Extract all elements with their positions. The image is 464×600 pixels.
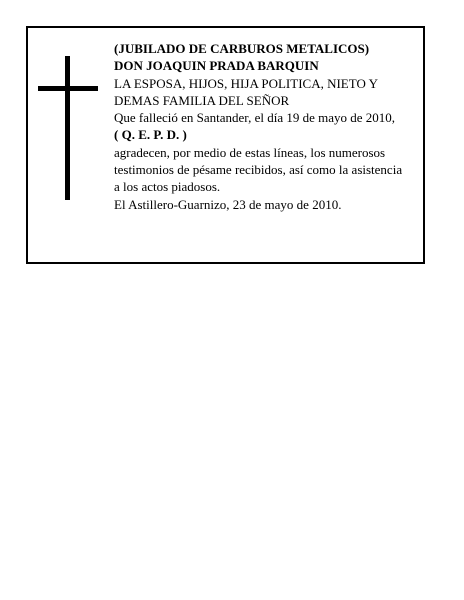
notice-text [114, 40, 420, 213]
obituary-notice [26, 26, 425, 264]
family-line-1: LA ESPOSA, HIJOS, HIJA POLITICA, NIETO Y [114, 75, 378, 91]
death-line: Que falleció en Santander, el día 19 de mayo de 2010, [114, 110, 396, 126]
family-line-2: DEMAS FAMILIA DEL SEÑOR [114, 92, 290, 108]
cross-icon [38, 56, 98, 200]
thanks-line-2: testimonios de pésame recibidos, así como la asistencia [114, 162, 403, 178]
cross-horizontal-bar [38, 86, 98, 91]
cross-vertical-bar [65, 56, 70, 200]
thanks-line-3: a los actos piadosos. [114, 179, 221, 195]
qepd-line: ( Q. E. P. D. ) [114, 127, 187, 143]
occupation-line: (JUBILADO DE CARBUROS METALICOS) [114, 41, 370, 56]
thanks-line-1: agradecen, por medio de estas líneas, los numerosos [114, 144, 386, 160]
deceased-name: DON JOAQUIN PRADA BARQUIN [114, 58, 319, 74]
place-date-line: El Astillero-Guarnizo, 23 de mayo de 2010. [114, 196, 342, 212]
